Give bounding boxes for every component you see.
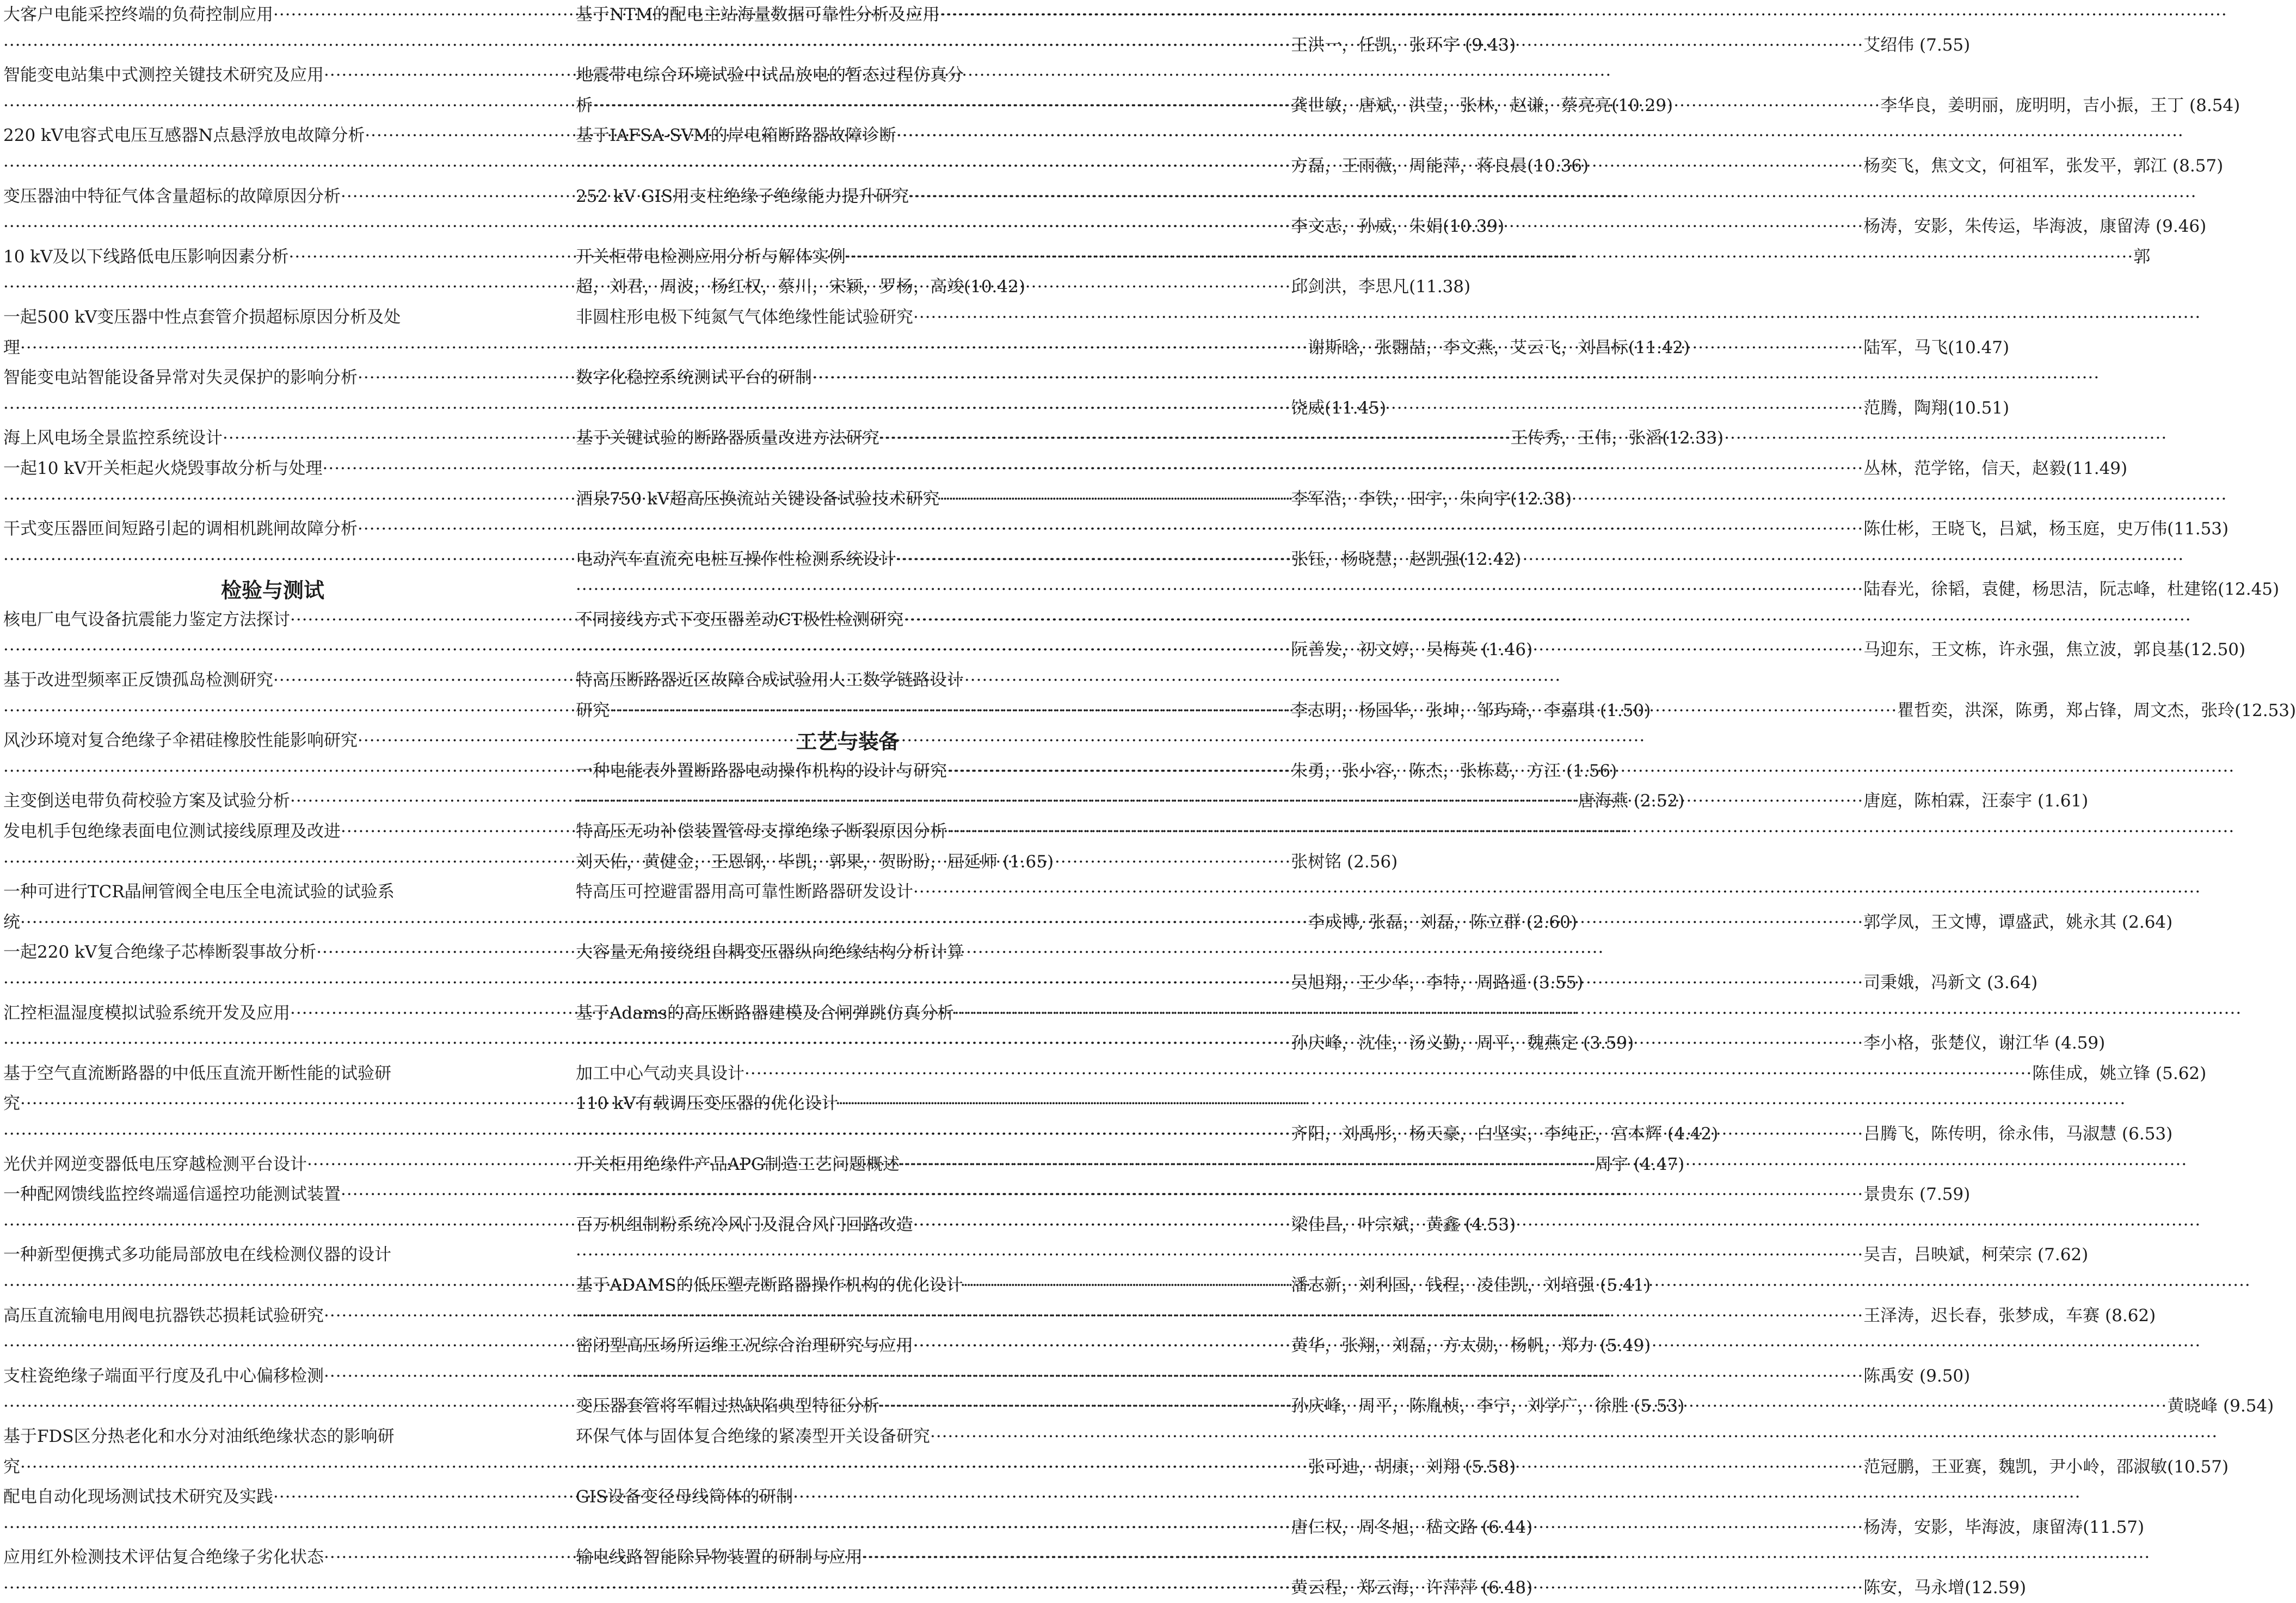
entry-title: 10 kV及以下线路低电压影响因素分析 (3, 246, 289, 267)
toc-title-line (576, 423, 1120, 454)
leader-dots (576, 575, 1863, 605)
leader-dots (576, 514, 1863, 545)
entry-title: 基于Adams的高压断路器建模及合闸弹跳仿真分析 (576, 1003, 955, 1023)
entry-title-part: 光伏并网逆变器低电压穿越检测平台设计 (3, 1154, 307, 1174)
entry-authors-page: 杨奕飞，焦文文，何祖军，张发平，郭江 (8.57) (1863, 156, 2224, 176)
entry-title: 变压器油中特征气体含量超标的故障原因分析 (3, 186, 341, 206)
leader-dots (896, 545, 2184, 575)
toc-author-line (3, 333, 1690, 363)
toc-title-line (3, 726, 542, 756)
leader-dots (846, 242, 2133, 273)
toc-author-line (3, 393, 1387, 424)
entry-authors-page: 黄晓峰 (9.54) (2167, 1396, 2274, 1416)
toc-title-line (576, 1543, 1120, 1573)
entry-authors-page: 孙庆峰，沈佳，汤义勤，周平，魏燕定 (3.59) (1291, 1033, 1634, 1053)
toc-title-line (576, 545, 1120, 575)
leader-dots (947, 756, 2235, 787)
entry-authors-page: 王泽涛，迟长春，张梦成，车赛 (8.62) (1863, 1305, 2156, 1325)
toc-title-line (3, 1543, 542, 1573)
entry-authors-page: 吕腾飞，陈传明，徐永伟，马淑慧 (6.53) (1863, 1124, 2173, 1144)
leader-dots (879, 423, 2167, 454)
toc-author-line (3, 1119, 1719, 1150)
leader-dots (863, 1543, 2150, 1573)
entry-title: 基于IAFSA-SVM的岸电箱断路器故障诊断 (576, 126, 896, 146)
leader-dots (593, 91, 1880, 121)
leader-dots (576, 968, 1863, 998)
toc-title-line (576, 1422, 1120, 1452)
entry-title: 酒泉750 kV超高压换流站关键设备试验技术研究 (576, 489, 940, 509)
toc-title-line (576, 1482, 1120, 1513)
leader-dots (576, 30, 1863, 61)
section-heading: 工艺与装备 (796, 730, 900, 754)
toc-title-line (576, 1089, 1120, 1119)
entry-authors-page: 谢斯晗，张翾喆，李文燕，艾云飞，刘昌标(11.42) (1308, 337, 1690, 357)
leader-dots (947, 817, 2235, 847)
entry-authors-page: 范腾，陶翔(10.51) (1863, 398, 2010, 418)
entry-authors-page: 郭学凤，王文博，谭盛武，姚永其 (2.64) (1863, 912, 2173, 932)
entry-authors-page: 饶威(11.45) (1291, 398, 1387, 418)
toc-author-line (3, 212, 1505, 242)
toc-line: 一起500 kV变压器中性点套管介损超标原因分析及处 (3, 307, 401, 327)
toc-title-line (576, 1210, 1120, 1241)
entry-title: 开关柜用绝缘件产品APG制造工艺问题概述 (576, 1154, 900, 1174)
toc-title-line (3, 0, 542, 30)
toc-title-line (3, 363, 542, 393)
leader-dots (576, 635, 1863, 665)
entry-authors-page: 马迎东，王文栋，许永强，焦立波，郭良基(12.50) (1863, 640, 2246, 660)
toc-author-line (576, 1240, 2089, 1271)
entry-authors-page: 李华良，姜明丽，庞明明，吉小振，王丁 (8.54) (1880, 95, 2240, 115)
entry-authors-page: 李小格，张楚仪，谢江华 (4.59) (1863, 1033, 2106, 1053)
entry-authors-page: 艾绍伟 (7.55) (1863, 35, 1971, 55)
toc-title-line (576, 998, 1120, 1029)
toc-title-line (3, 182, 542, 212)
entry-authors-page: 瞿哲奕，洪深，陈勇，郑占锋，周文杰，张玲(12.53) (1897, 700, 2296, 720)
leader-dots (576, 908, 1863, 938)
entry-title: 特高压无功补偿装置管母支撑绝缘子断裂原因分析 (576, 822, 947, 842)
entry-title: 一种电能表外置断路器电动操作机构的设计与研究 (576, 761, 947, 781)
leader-dots (576, 1240, 1863, 1271)
entry-authors-page: 陈仕彬，王晓飞，吕斌，杨玉庭，史万伟(11.53) (1863, 519, 2229, 539)
entry-authors-page: 王传秀，王伟，张滔(12.33) (1510, 428, 1724, 448)
entry-title-part: 变压器套管将军帽过热缺陷典型特征分析 (576, 1396, 879, 1416)
entry-authors-page: 范冠鹏，王亚赛，魏凯，尹小岭，邵淑敏(10.57) (1863, 1457, 2229, 1477)
entry-title: 252 kV GIS用支柱绝缘子绝缘能力提升研究 (576, 186, 909, 206)
toc-title-line (3, 1361, 542, 1392)
leader-dots (610, 696, 1897, 726)
toc-line: 基于FDS区分热老化和水分对油纸绝缘状态的影响研 (3, 1426, 395, 1446)
leader-dots (576, 151, 1863, 182)
toc-title-line (3, 242, 542, 273)
entry-title: 环保气体与固体复合绝缘的紧凑型开关设备研究 (576, 1426, 930, 1446)
entry-title-part: 海上风电场全景监控系统设计 (3, 428, 223, 448)
toc-line: 一种可进行TCR晶闸管阀全电压全电流试验的试验系 (3, 882, 395, 902)
entry-title: 密闭型高压场所运维工况综合治理研究与应用 (576, 1336, 913, 1356)
toc-title-line (576, 363, 1120, 393)
entry-title: 支柱瓷绝缘子端面平行度及孔中心偏移检测 (3, 1366, 324, 1386)
leader-dots (576, 393, 1863, 424)
entry-title: 配电自动化现场测试技术研究及实践 (3, 1487, 273, 1507)
entry-title: 一起10 kV开关柜起火烧毁事故分析与处理 (3, 458, 323, 478)
toc-title-line (3, 1180, 542, 1210)
entry-authors-page: 李文志，孙威，朱娟(10.39) (1291, 217, 1505, 237)
toc-title-line (3, 121, 542, 151)
toc-title-line (576, 877, 1120, 908)
entry-title-part: 主变倒送电带负荷校验方案及试验分析 (3, 791, 290, 811)
leader-dots (954, 998, 2242, 1029)
entry-authors-page: 龚世敏，唐斌，洪莹，张林，赵谦，蔡亮亮(10.29) (1291, 95, 1673, 115)
entry-author-start: 郭 (2133, 246, 2151, 267)
entry-authors-page: 潘志新，刘利国，钱程，凌佳凯，刘培强 (5.41) (1291, 1275, 1651, 1295)
toc-author-line (3, 1028, 1634, 1059)
toc-title-line (576, 0, 1120, 30)
entry-title: 110 kV有载调压变压器的优化设计 (576, 1094, 839, 1114)
toc-author-line (3, 30, 1516, 61)
toc-title-line (576, 817, 1120, 847)
entry-title: 核电厂电气设备抗震能力鉴定方法探讨 (3, 609, 290, 630)
toc-title-line (3, 454, 542, 484)
leader-dots (913, 1331, 2201, 1361)
entry-title: 特高压可控避雷器用高可靠性断路器研发设计 (576, 882, 913, 902)
toc-title-line (3, 1482, 542, 1513)
toc-line: 地震带电综合环境试验中试品放电的暂态过程仿真分 (576, 65, 964, 85)
entry-authors-page: 朱勇，张小容，陈杰，张栋葛，方江 (1.56) (1291, 761, 1617, 781)
entry-authors-page: 唐仁权，周冬旭，嵇文路 (6.44) (1291, 1517, 1533, 1537)
entry-title: 应用红外检测技术评估复合绝缘子劣化状态 (3, 1547, 324, 1568)
entry-authors-page: 杨涛，安影，朱传运，毕海波，康留涛 (9.46) (1863, 217, 2207, 237)
entry-title-part: 究 (3, 1457, 20, 1477)
entry-authors-page: 方磊，王雨薇，周能萍，蒋良晨(10.36) (1291, 156, 1589, 176)
entry-authors-page: 吴旭翔，王少华，李特，周路遥 (3.55) (1291, 973, 1584, 992)
leader-dots (909, 182, 2196, 212)
entry-title-part: 加工中心气动夹具设计 (576, 1063, 744, 1083)
entry-authors-page: 邱剑洪，李思凡(11.38) (1291, 277, 1471, 297)
entry-authors-page: 王洪一，任凯，张环宇 (9.43) (1291, 35, 1516, 55)
leader-dots (744, 1059, 2032, 1089)
entry-authors-page: 景贵东 (7.59) (1863, 1185, 1971, 1205)
entry-title-part: 统 (3, 912, 20, 932)
toc-author-line (3, 1573, 1533, 1603)
toc-title-line (3, 1301, 542, 1331)
entry-title: 发电机手包绝缘表面电位测试接线原理及改进 (3, 822, 341, 842)
entry-title: 干式变压器匝间短路引起的调相机跳闸故障分析 (3, 519, 358, 539)
entry-title: GIS设备变径母线筒体的研制 (576, 1487, 793, 1507)
entry-title: 基于改进型频率正反馈孤岛检测研究 (3, 670, 273, 690)
leader-dots (576, 1180, 1863, 1210)
leader-dots (939, 484, 2227, 515)
leader-dots (879, 1391, 2167, 1422)
entry-title-part: 理 (3, 337, 20, 357)
entry-authors-page: 陆军，马飞(10.47) (1863, 337, 2010, 357)
toc-line: 基于空气直流断路器的中低压直流开断性能的试验研 (3, 1063, 391, 1083)
entry-title: 开关柜带电检测应用分析与解体实例 (576, 246, 846, 267)
entry-title: 基于NTM的配电主站海量数据可靠性分析及应用 (576, 5, 940, 24)
leader-dots (900, 1150, 2187, 1180)
entry-authors-page: 丛林，范学铭，信天，赵毅(11.49) (1863, 458, 2128, 478)
toc-line: 特高压断路器近区故障合成试验用人工数学链路设计 (576, 670, 964, 690)
leader-dots (940, 0, 2227, 30)
toc-author-line (576, 1301, 2156, 1331)
entry-authors-page: 司秉娥，冯新文 (3.64) (1863, 973, 2038, 992)
toc-author-line (3, 635, 1533, 665)
toc-title-line (576, 303, 1120, 333)
entry-authors-page: 唐庭，陈柏霖，汪泰宇 (1.61) (1863, 791, 2089, 811)
entry-title-part: 析 (576, 95, 593, 115)
entry-authors-page: 孙庆峰，周平，陈胤桢，李宁，刘学广，徐胜 (5.53) (1291, 1396, 1685, 1416)
entry-title: 基于关键试验的断路器质量改进方法研究 (576, 428, 879, 448)
leader-dots (576, 1573, 1863, 1603)
entry-title: 智能变电站智能设备异常对失灵保护的影响分析 (3, 368, 358, 388)
leader-dots (576, 212, 1863, 242)
leader-dots (576, 333, 1863, 363)
entry-authors-page: 黄云程，郑云海，许萍萍 (6.48) (1291, 1577, 1533, 1598)
entry-authors-page: 陆春光，徐韬，袁健，杨思洁，阮志峰，杜建铭(12.45) (1863, 579, 2280, 600)
leader-dots (793, 1482, 2080, 1513)
entry-authors-page: 阮善发，初文婷，吴梅英 (1.46) (1291, 640, 1533, 660)
entry-title-part: 研究 (576, 700, 610, 720)
toc-title-line (576, 121, 1120, 151)
entry-title: 大客户电能采控终端的负荷控制应用 (3, 5, 273, 24)
leader-dots (838, 1089, 2126, 1119)
entry-title: 基于ADAMS的低压塑壳断路器操作机构的优化设计 (576, 1275, 963, 1295)
toc-title-line (3, 998, 542, 1029)
toc-title-line (576, 1150, 1120, 1180)
toc-author-line (3, 151, 1589, 182)
toc-title-line (3, 514, 542, 545)
entry-authors-page: 陈佳成，姚立锋 (5.62) (2032, 1063, 2207, 1083)
leader-dots (896, 121, 2184, 151)
leader-dots (576, 454, 1863, 484)
leader-dots (812, 363, 2100, 393)
toc-title-line (576, 242, 2151, 273)
leader-dots (576, 1513, 1863, 1543)
toc-title-line (3, 1089, 542, 1119)
entry-title: 一起220 kV复合绝缘子芯棒断裂事故分析 (3, 942, 317, 963)
toc-author-line (576, 454, 2128, 484)
entry-title: 究 (3, 1094, 20, 1114)
toc-title-line (3, 605, 542, 636)
toc-title-line (576, 484, 1120, 515)
entry-authors-page: 陈禹安 (9.50) (1863, 1366, 1971, 1386)
toc-author-line (3, 786, 1685, 817)
entry-authors-page: 张钰，杨晓慧，赵凯强(12.42) (1291, 549, 1522, 569)
entry-title: 百万机组制粉系统冷风门及混合风门回路改造 (576, 1214, 913, 1235)
entry-authors-page: 唐海燕 (2.52) (1578, 791, 1685, 811)
toc-line: 刘天佑，黄健金，王恩钢，毕凯，郭果，贺盼盼，屈延师 (1.65) (576, 852, 1054, 872)
toc-title-line (3, 665, 542, 696)
toc-title-line (576, 605, 1120, 636)
leader-dots (913, 1210, 2201, 1241)
toc-title-line (576, 1271, 1120, 1301)
entry-authors-page: 陈安，马永增(12.59) (1863, 1577, 2027, 1598)
leader-dots (903, 605, 2191, 636)
entry-authors-page: 杨涛，安影，毕海波，康留涛(11.57) (1863, 1517, 2145, 1537)
entry-title: 汇控柜温湿度模拟试验系统开发及应用 (3, 1003, 290, 1023)
entry-authors-page: 李志明，杨国华，张坤，邹玙琦，李嘉琪 (1.50) (1291, 700, 1651, 720)
toc-author-line (576, 1361, 1971, 1392)
toc-author-line (576, 1180, 1971, 1210)
entry-title: 输电线路智能除异物装置的研制与应用 (576, 1547, 863, 1568)
toc-title-line (3, 817, 542, 847)
entry-title: 高压直流输电用阀电抗器铁芯损耗试验研究 (3, 1305, 324, 1325)
entry-authors-page: 李成博, 张磊，刘磊，陈立群 (2.60) (1308, 912, 1577, 932)
toc-title-line (576, 182, 1120, 212)
entry-authors-page: 李军浩，李铁，田宇，朱向宇(12.38) (1291, 489, 1572, 509)
leader-dots (576, 1301, 1863, 1331)
entry-authors-page: 张树铭 (2.56) (1291, 852, 1398, 872)
entry-title: 不同接线方式下变压器差动CT极性检测研究 (576, 609, 904, 630)
toc-author-line (3, 908, 1577, 938)
leader-dots (576, 1028, 1863, 1059)
leader-dots (913, 877, 2201, 908)
toc-author-line (3, 968, 1584, 998)
entry-title: 一种配网馈线监控终端遥信遥控功能测试装置 (3, 1185, 341, 1205)
toc-line: 大容量无角接绕组自耦变压器纵向绝缘结构分析计算 (576, 942, 964, 963)
leader-dots (963, 1271, 2251, 1301)
toc-author-line (576, 1059, 2207, 1089)
toc-author-line (3, 1513, 1533, 1543)
toc-author-line (3, 1452, 1516, 1483)
leader-dots (576, 786, 1863, 817)
leader-dots (576, 1119, 1863, 1150)
section-heading: 检验与测试 (220, 578, 324, 603)
entry-title: 智能变电站集中式测控关键技术研究及应用 (3, 65, 324, 85)
toc-title-line (576, 756, 1120, 787)
entry-title: 数字化稳控系统测试平台的研制 (576, 368, 812, 388)
leader-dots (913, 303, 2201, 333)
entry-title: 220 kV电容式电压互感器N点悬浮放电故障分析 (3, 126, 365, 146)
entry-authors-page: 吴吉，吕映斌，柯荣宗 (7.62) (1863, 1245, 2089, 1265)
leader-dots (576, 1452, 1863, 1483)
toc-line: 一种新型便携式多功能局部放电在线检测仪器的设计 (3, 1245, 391, 1265)
entry-authors-page: 张可迪，胡康，刘翔 (5.58) (1308, 1457, 1516, 1477)
toc-title-line (576, 1331, 1120, 1361)
entry-authors-page: 梁佳昌，叶宗斌，黄鑫 (4.53) (1291, 1214, 1516, 1235)
leader-dots (930, 1422, 2218, 1452)
entry-authors-page: 黄华，张翔，刘磊，方太勋，杨帆，郑力 (5.49) (1291, 1336, 1651, 1356)
entry-title: 电动汽车直流充电桩互操作性检测系统设计 (576, 549, 896, 569)
entry-authors-page: 周宇 (4.47) (1595, 1154, 1685, 1174)
toc-author-line (576, 575, 2280, 605)
toc-author-line (576, 514, 2229, 545)
toc-line: 超，刘君，周波，杨红权，蔡川，宋颖，罗杨，高竣(10.42) (576, 277, 1025, 297)
entry-title: 非圆柱形电极下纯氮气气体绝缘性能试验研究 (576, 307, 913, 327)
toc-author-line (3, 91, 1673, 121)
entry-authors-page: 齐阳，刘禹彤，杨天豪，白坚实，李纯正，宫本辉 (4.42) (1291, 1124, 1719, 1144)
toc-title-line (3, 60, 542, 91)
leader-dots (576, 1361, 1863, 1392)
toc-title-line (3, 938, 542, 968)
entry-title: 风沙环境对复合绝缘子伞裙硅橡胶性能影响研究 (3, 731, 358, 751)
